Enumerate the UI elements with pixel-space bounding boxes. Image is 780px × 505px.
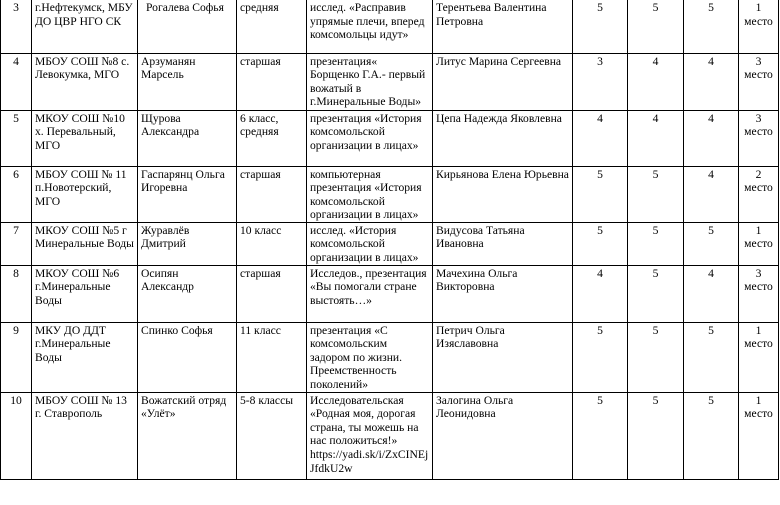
participant-cell: Спинко Софья [138, 322, 237, 392]
score-cell: 5 [573, 0, 628, 53]
grade-cell: старшая [237, 265, 307, 322]
score-cell: 5 [573, 322, 628, 392]
school-cell: МКОУ СОШ №5 г Минеральные Воды [32, 222, 138, 265]
row-number: 10 [1, 392, 32, 479]
score-cell: 5 [628, 265, 684, 322]
participant-cell: Арзуманян Марсель [138, 53, 237, 110]
work-cell: презентация «С комсомольским задором по жизни. Преемственность поколений» [307, 322, 433, 392]
leader-cell: Видусова Татьяна Ивановна [433, 222, 573, 265]
place-cell: 1 место [739, 0, 779, 53]
table-row [1, 53, 779, 110]
score-cell: 4 [573, 110, 628, 166]
score-cell: 5 [684, 322, 739, 392]
participant-cell: Гаспарянц Ольга Игоревна [138, 166, 237, 222]
leader-cell: Кирьянова Елена Юрьевна [433, 166, 573, 222]
place-cell: 1 место [739, 322, 779, 392]
score-cell: 4 [684, 166, 739, 222]
table-row [1, 265, 779, 322]
school-cell: МКОУ СОШ №10 х. Перевальный, МГО [32, 110, 138, 166]
score-cell: 5 [573, 166, 628, 222]
leader-cell: Цепа Надежда Яковлевна [433, 110, 573, 166]
row-number: 5 [1, 110, 32, 166]
leader-cell: Мачехина Ольга Викторовна [433, 265, 573, 322]
row-number: 6 [1, 166, 32, 222]
table-row [1, 166, 779, 222]
participant-cell: Вожатский отряд «Улёт» [138, 392, 237, 479]
score-cell: 4 [684, 110, 739, 166]
row-number: 4 [1, 53, 32, 110]
row-number: 9 [1, 322, 32, 392]
place-cell: 2 место [739, 166, 779, 222]
score-cell: 5 [573, 392, 628, 479]
table-row [1, 322, 779, 392]
school-cell: МБОУ СОШ №8 с. Левокумка, МГО [32, 53, 138, 110]
place-cell: 3 место [739, 53, 779, 110]
work-cell: презентация «История комсомольской организации в лицах» [307, 110, 433, 166]
grade-cell: 11 класс [237, 322, 307, 392]
score-cell: 5 [628, 0, 684, 53]
grade-cell: средняя [237, 0, 307, 53]
score-cell: 4 [628, 110, 684, 166]
score-cell: 4 [684, 53, 739, 110]
row-number: 3 [1, 0, 32, 53]
school-cell: г.Нефтекумск, МБУ ДО ЦВР НГО СК [32, 0, 138, 53]
place-cell: 1 место [739, 222, 779, 265]
score-cell: 5 [628, 166, 684, 222]
place-cell: 3 место [739, 265, 779, 322]
score-cell: 4 [684, 265, 739, 322]
score-cell: 5 [684, 392, 739, 479]
grade-cell: 10 класс [237, 222, 307, 265]
row-number: 7 [1, 222, 32, 265]
leader-cell: Залогина Ольга Леонидовна [433, 392, 573, 479]
score-cell: 4 [573, 265, 628, 322]
school-cell: МКУ ДО ДДТ г.Минеральные Воды [32, 322, 138, 392]
score-cell: 5 [628, 322, 684, 392]
participant-cell: Журавлёв Дмитрий [138, 222, 237, 265]
place-cell: 3 место [739, 110, 779, 166]
grade-cell: 6 класс, средняя [237, 110, 307, 166]
participant-cell: Рогалева Софья [138, 0, 237, 53]
work-cell: Исследов., презентация «Вы помогали стране выстоять…» [307, 265, 433, 322]
score-cell: 4 [628, 53, 684, 110]
school-cell: МБОУ СОШ № 11 п.Новотерский, МГО [32, 166, 138, 222]
work-cell: исслед. «Расправив упрямые плечи, вперед комсомольцы идут» [307, 0, 433, 53]
score-cell: 5 [684, 0, 739, 53]
participant-cell: Щурова Александра [138, 110, 237, 166]
grade-cell: старшая [237, 166, 307, 222]
score-cell: 5 [628, 222, 684, 265]
school-cell: МКОУ СОШ №6 г.Минеральные Воды [32, 265, 138, 322]
participant-cell: Осипян Александр [138, 265, 237, 322]
table-row [1, 222, 779, 265]
leader-cell: Петрич Ольга Изяславовна [433, 322, 573, 392]
score-cell: 5 [573, 222, 628, 265]
grade-cell: старшая [237, 53, 307, 110]
table-row [1, 110, 779, 166]
score-cell: 5 [684, 222, 739, 265]
table-row [1, 0, 779, 53]
score-cell: 3 [573, 53, 628, 110]
work-cell: исслед. «История комсомольской организации в лицах» [307, 222, 433, 265]
place-cell: 1 место [739, 392, 779, 479]
table-row [1, 392, 779, 479]
work-cell: компьютерная презентация «История комсомольской организации в лицах» [307, 166, 433, 222]
leader-cell: Литус Марина Сергеевна [433, 53, 573, 110]
work-cell: презентация« Борщенко Г.А.- первый вожатый в г.Минеральные Воды» [307, 53, 433, 110]
row-number: 8 [1, 265, 32, 322]
score-cell: 5 [628, 392, 684, 479]
work-cell: Исследовательская «Родная моя, дорогая страна, ты можешь на нас положиться!» https://yadi.sk/i/ZxCINEjJfdkU2w [307, 392, 433, 479]
grade-cell: 5-8 классы [237, 392, 307, 479]
leader-cell: Терентьева Валентина Петровна [433, 0, 573, 53]
school-cell: МБОУ СОШ № 13 г. Ставрополь [32, 392, 138, 479]
